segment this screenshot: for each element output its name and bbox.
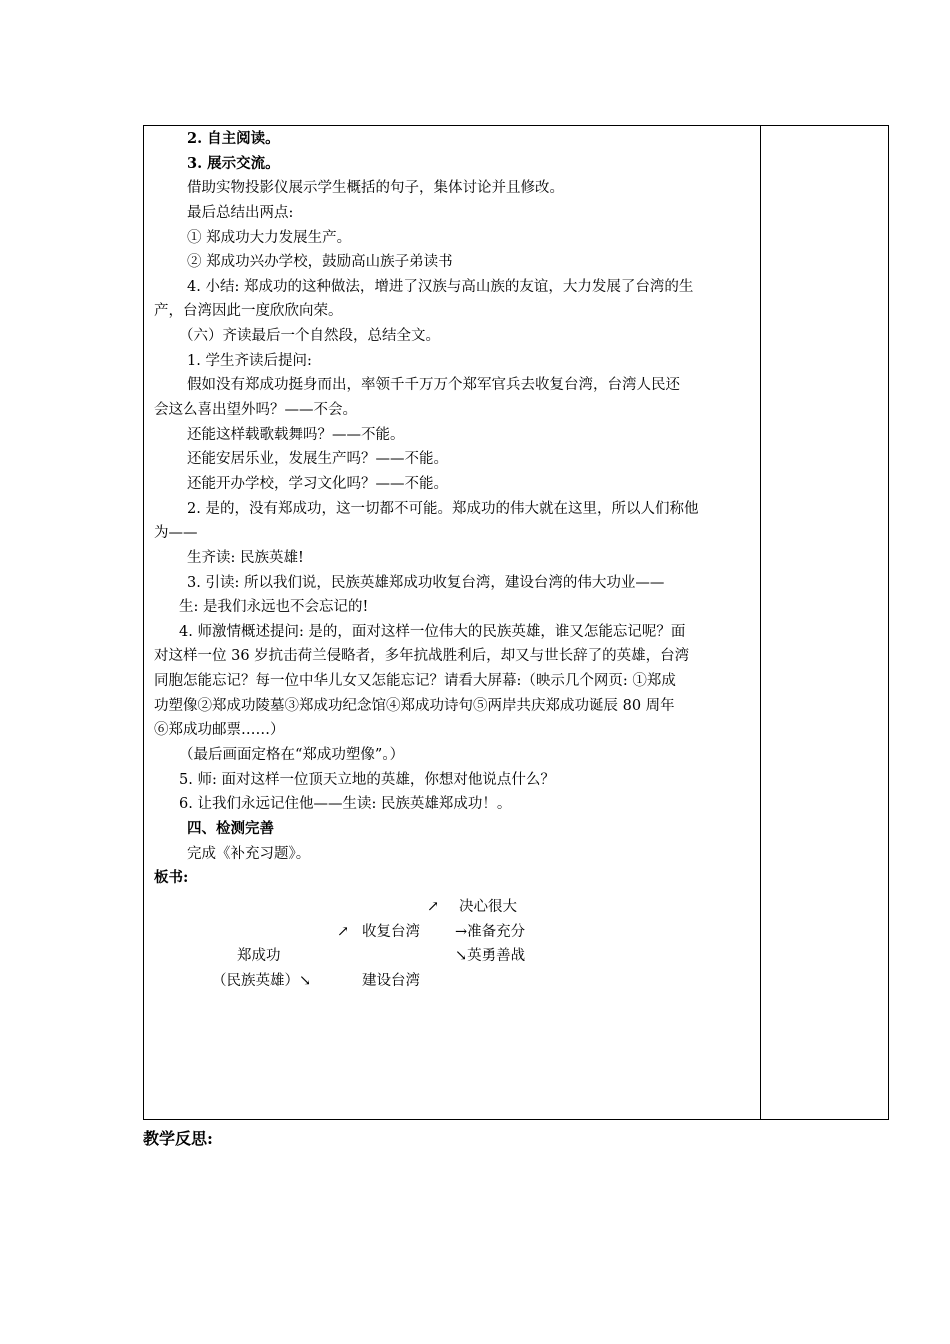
text-line: 5. 师: 面对这样一位顶天立地的英雄，你想对他说点什么？ [179,772,555,788]
text-line: 4. 师激情概述提问: 是的，面对这样一位伟大的民族英雄，谁又怎能忘记呢？面 [179,624,686,640]
section-heading: （六）齐读最后一个自然段，总结全文。 [179,328,440,344]
text-line: 完成《补充习题》。 [187,846,311,862]
board-item-determination: 决心很大 [459,899,517,915]
board-item-build: 建设台湾 [362,973,420,989]
text-line: 借助实物投影仪展示学生概括的句子，集体讨论并且修改。 [187,180,564,196]
step-share: 3. 展示交流。 [187,155,280,172]
text-line: 为—— [154,525,198,541]
text-line: 同胞怎能忘记？每一位中华儿女又怎能忘记？请看大屏幕:（映示几个网页: ①郑成 [154,673,676,689]
text-line: 还能这样载歌载舞吗？——不能。 [187,427,405,443]
text-line: 1. 学生齐读后提问: [187,353,312,369]
text-line: ⑥郑成功邮票……） [154,722,285,738]
text-line: 4. 小结: 郑成功的这种做法，增进了汉族与高山族的友谊，大力发展了台湾的生 [187,279,694,295]
board-label: 板书: [154,869,189,886]
text-line: 生齐读: 民族英雄! [187,550,304,566]
text-line: 2. 是的，没有郑成功，这一切都不可能。郑成功的伟大就在这里，所以人们称他 [187,501,699,517]
text-line: 假如没有郑成功挺身而出，率领千千万万个郑军官兵去收复台湾，台湾人民还 [187,377,680,393]
section-heading-check: 四、检测完善 [187,820,274,837]
text-line: 功塑像②郑成功陵墓③郑成功纪念馆④郑成功诗句⑤两岸共庆郑成功诞辰 80 周年 [154,698,675,714]
text-line: ① 郑成功大力发展生产。 [187,230,352,246]
teaching-reflection-label: 教学反思: [143,1129,213,1148]
text-line: 对这样一位 36 岁抗击荷兰侵略者，多年抗战胜利后，却又与世长辞了的英雄，台湾 [154,648,690,664]
text-line: ② 郑成功兴办学校，鼓励高山族子弟读书 [187,254,453,270]
text-line: （最后画面定格在“郑成功塑像”。） [179,747,405,763]
board-item-brave: ↘英勇善战 [455,948,526,964]
text-line: 还能安居乐业，发展生产吗？——不能。 [187,451,448,467]
board-item-prepared: →准备充分 [455,924,526,940]
text-line: 还能开办学校，学习文化吗？——不能。 [187,476,448,492]
board-item-name: 郑成功 [237,948,281,964]
table-column-divider [760,125,761,1120]
text-line: 最后总结出两点: [187,205,294,221]
board-item-recover: 收复台湾 [362,924,420,940]
text-line: 会这么喜出望外吗？——不会。 [154,402,357,418]
arrow-up-right-icon: ↗ [427,899,440,915]
arrow-up-right-icon: ↗ [337,924,350,940]
text-line: 6. 让我们永远记住他——生读: 民族英雄郑成功！。 [179,796,512,812]
text-line: 生: 是我们永远也不会忘记的! [179,599,369,615]
text-line: 产，台湾因此一度欣欣向荣。 [154,303,343,319]
step-self-reading: 2. 自主阅读。 [187,130,280,147]
text-line: 3. 引读: 所以我们说，民族英雄郑成功收复台湾，建设台湾的伟大功业—— [187,575,665,591]
board-item-hero: （民族英雄）↘ [212,973,312,989]
